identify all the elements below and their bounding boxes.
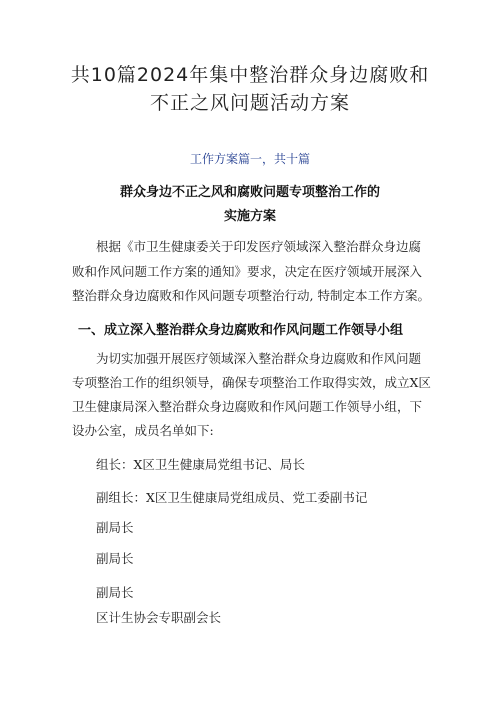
section-1-line-3: 卫生健康局深入整治群众身边腐败和作风问题工作领导小组，下 <box>72 399 423 414</box>
section-1-title: 一、成立深入整治群众身边腐败和作风问题工作领导小组 <box>78 323 404 338</box>
member-deputy-leader: 副组长：X区卫生健康局党组成员、党工委副书记 <box>96 490 368 505</box>
document-title-line-1: 共10篇2024年集中整治群众身边腐败和 <box>70 64 430 86</box>
member-family-planning-association: 区计生协会专职副会长 <box>96 610 222 625</box>
plan-heading-line-1: 群众身边不正之风和腐败问题专项整治工作的 <box>119 185 380 200</box>
member-deputy-director-3: 副局长 <box>96 585 134 600</box>
member-deputy-director-2: 副局长 <box>96 551 134 566</box>
section-1-line-2: 专项整治工作的组织领导，确保专项整治工作取得实效，成立X区 <box>72 375 431 390</box>
member-leader: 组长：X区卫生健康局党组书记、局长 <box>96 457 305 472</box>
document-subtitle: 工作方案篇一，共十篇 <box>189 152 310 166</box>
intro-line-1: 根据《市卫生健康委关于印发医疗领域深入整治群众身边腐 <box>96 239 422 254</box>
intro-line-2: 败和作风问题工作方案的通知》要求，决定在医疗领域开展深入 <box>72 264 423 279</box>
intro-line-3: 整治群众身边腐败和作风问题专项整治行动, 特制定本工作方案。 <box>72 288 430 303</box>
document-title-line-2: 不正之风问题活动方案 <box>149 92 350 114</box>
section-1-line-4: 设办公室，成员名单如下: <box>72 423 214 438</box>
section-1-line-1: 为切实加强开展医疗领域深入整治群众身边腐败和作风问题 <box>96 351 422 366</box>
plan-heading-line-2: 实施方案 <box>223 209 276 224</box>
member-deputy-director-1: 副局长 <box>96 520 134 535</box>
